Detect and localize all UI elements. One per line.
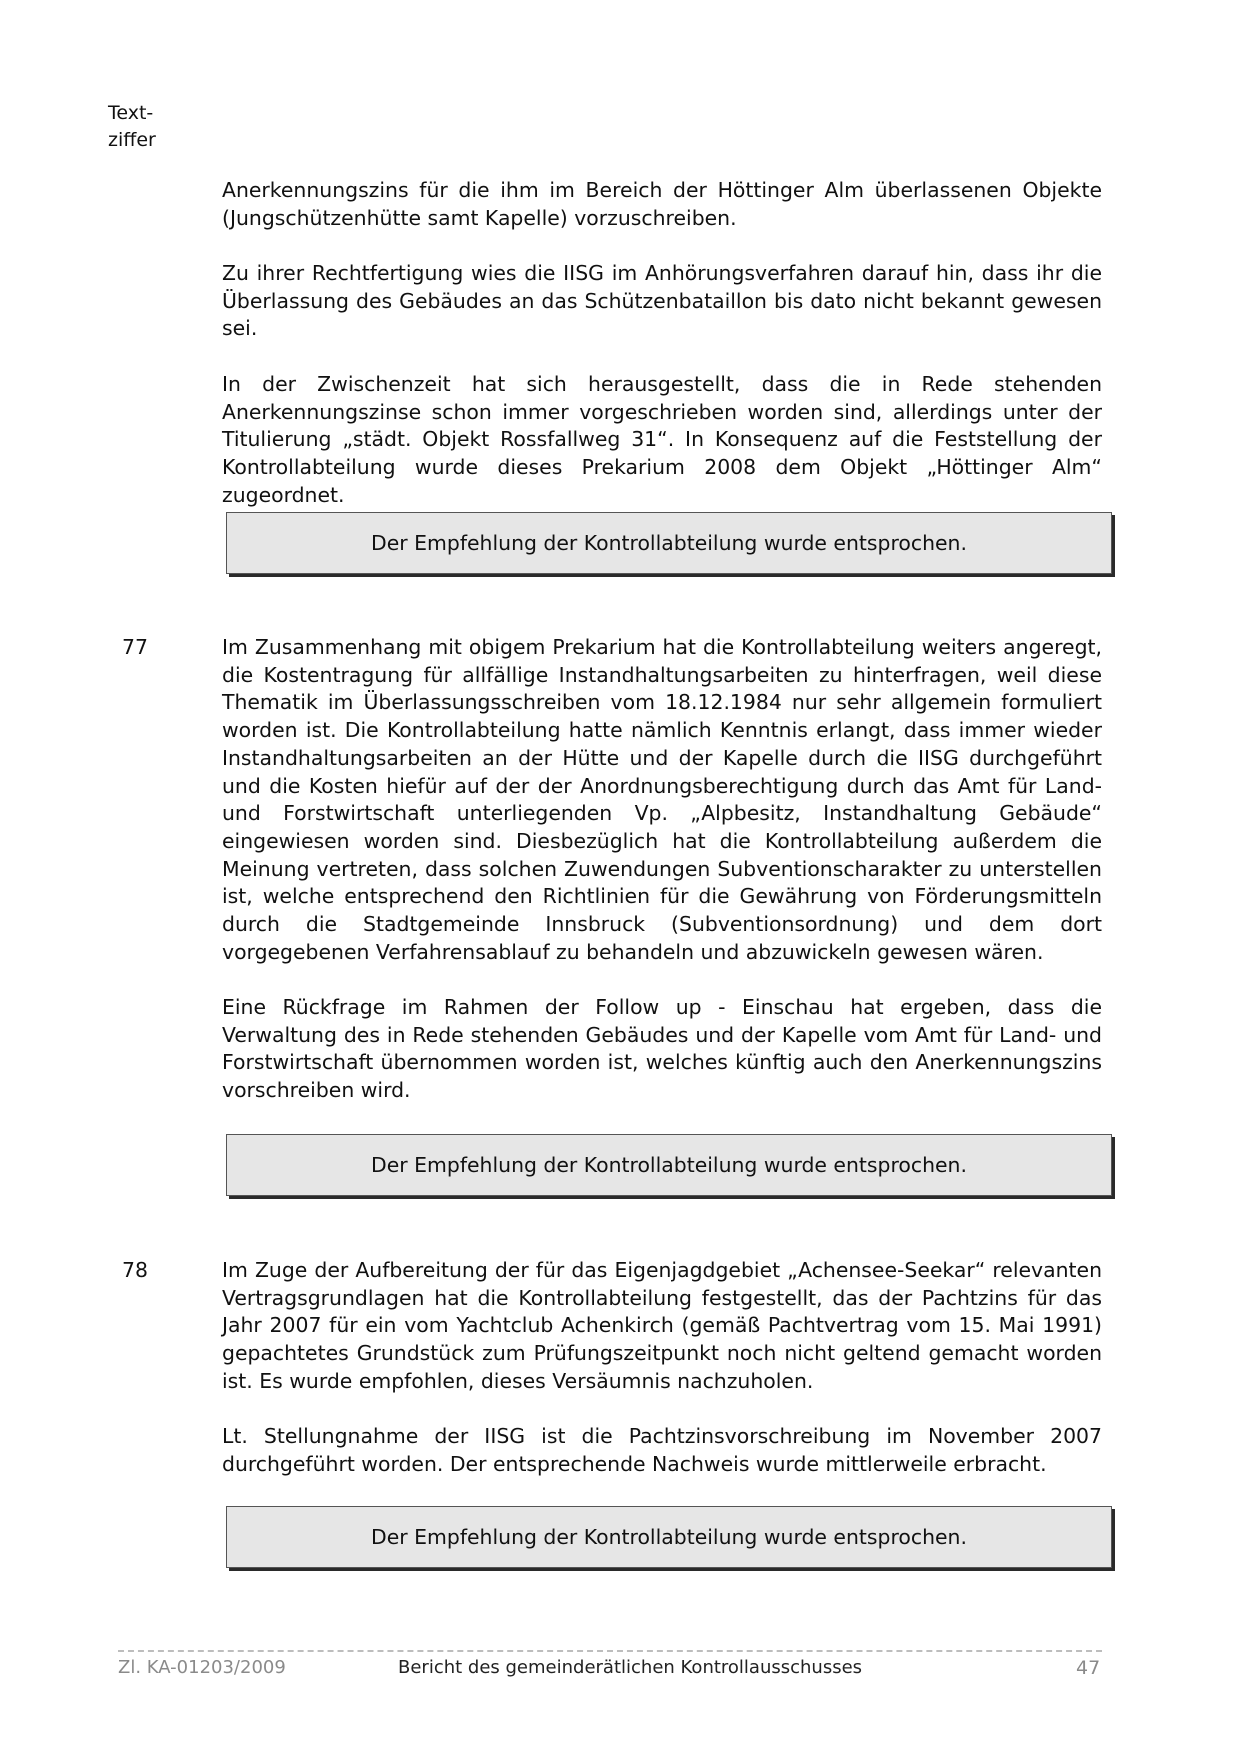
paragraph-number: 78	[122, 1258, 148, 1282]
paragraph: Lt. Stellungnahme der IISG ist die Pachtzinsvorschreibung im November 2007 durchgeführt worden. Der entsprechende Nachweis wurde mittlerweile erbracht.	[222, 1424, 1102, 1476]
paragraph: Zu ihrer Rechtfertigung wies die IISG im Anhörungsverfahren darauf hin, dass ihr die Überlassung des Gebäudes an das Schützenbataillon bis dato nicht bekannt gewesen sei.	[222, 261, 1102, 341]
paragraph: Im Zuge der Aufbereitung der für das Eigenjagdgebiet „Achensee-Seekar“ relevanten Vertragsgrundlagen hat die Kontrollabteilung festgestellt, das der Pachtzins für das Jahr 2007 für ein vom Yachtclub Achenkirch (gemäß Pachtvertrag vom 15. Mai 1991) gepachtetes Grundstück zum Prüfungszeitpunkt noch nicht geltend gemacht worden ist. Es wurde empfohlen, dieses Versäumnis nachzuholen.	[222, 1258, 1102, 1393]
paragraph: Anerkennungszins für die ihm im Bereich der Höttinger Alm überlassenen Objekte (Jungschützenhütte samt Kapelle) vorzuschreiben.	[222, 178, 1102, 230]
footer-title: Bericht des gemeinderätlichen Kontrollausschusses	[398, 1657, 863, 1678]
result-box: Der Empfehlung der Kontrollabteilung wurde entsprochen.	[226, 1506, 1112, 1568]
paragraph: Im Zusammenhang mit obigem Prekarium hat die Kontrollabteilung weiters angeregt, die Kostentragung für allfällige Instandhaltungsarbeiten zu hinterfragen, weil diese Thematik im Überlassungsschreiben vom 18.12.1984 nur sehr allgemein formuliert worden ist. Die Kontrollabteilung hatte nämlich Kenntnis erlangt, dass immer wieder Instandhaltungsarbeiten an der Hütte und der Kapelle durch die IISG durchgeführt und die Kosten hiefür auf der der Anordnungsberechtigung durch das Amt für Land- und Forstwirtschaft unterliegenden Vp. „Alpbesitz, Instandhaltung Gebäude“ eingewiesen worden sind. Diesbezüglich hat die Kontrollabteilung außerdem die Meinung vertreten, dass solchen Zuwendungen Subventionscharakter zu unterstellen ist, welche entsprechend den Richtlinien für die Gewährung von Förderungsmitteln durch die Stadtgemeinde Innsbruck (Subventionsordnung) und dem dort vorgegebenen Verfahrensablauf zu behandeln und abzuwickeln gewesen wären.	[222, 635, 1102, 964]
paragraph: Eine Rückfrage im Rahmen der Follow up - Einschau hat ergeben, dass die Verwaltung des in Rede stehenden Gebäudes und der Kapelle vom Amt für Land- und Forstwirtschaft übernommen worden ist, welches künftig auch den Anerkennungszins vorschreiben wird.	[222, 995, 1102, 1103]
page-number: 47	[1076, 1657, 1101, 1679]
footer-reference: Zl. KA-01203/2009	[118, 1657, 286, 1678]
paragraph: In der Zwischenzeit hat sich herausgestellt, dass die in Rede stehenden Anerkennungszinse schon immer vorgeschrieben worden sind, allerdings unter der Titulierung „städt. Objekt Rossfallweg 31“. In Konsequenz auf die Feststellung der Kontrollabteilung wurde dieses Prekarium 2008 dem Objekt „Höttinger Alm“ zugeordnet.	[222, 372, 1102, 507]
footer-divider	[118, 1650, 1102, 1652]
result-box: Der Empfehlung der Kontrollabteilung wurde entsprochen.	[226, 512, 1112, 574]
margin-label: Text- ziffer	[108, 102, 156, 151]
result-box: Der Empfehlung der Kontrollabteilung wurde entsprochen.	[226, 1134, 1112, 1196]
paragraph-number: 77	[122, 635, 148, 659]
